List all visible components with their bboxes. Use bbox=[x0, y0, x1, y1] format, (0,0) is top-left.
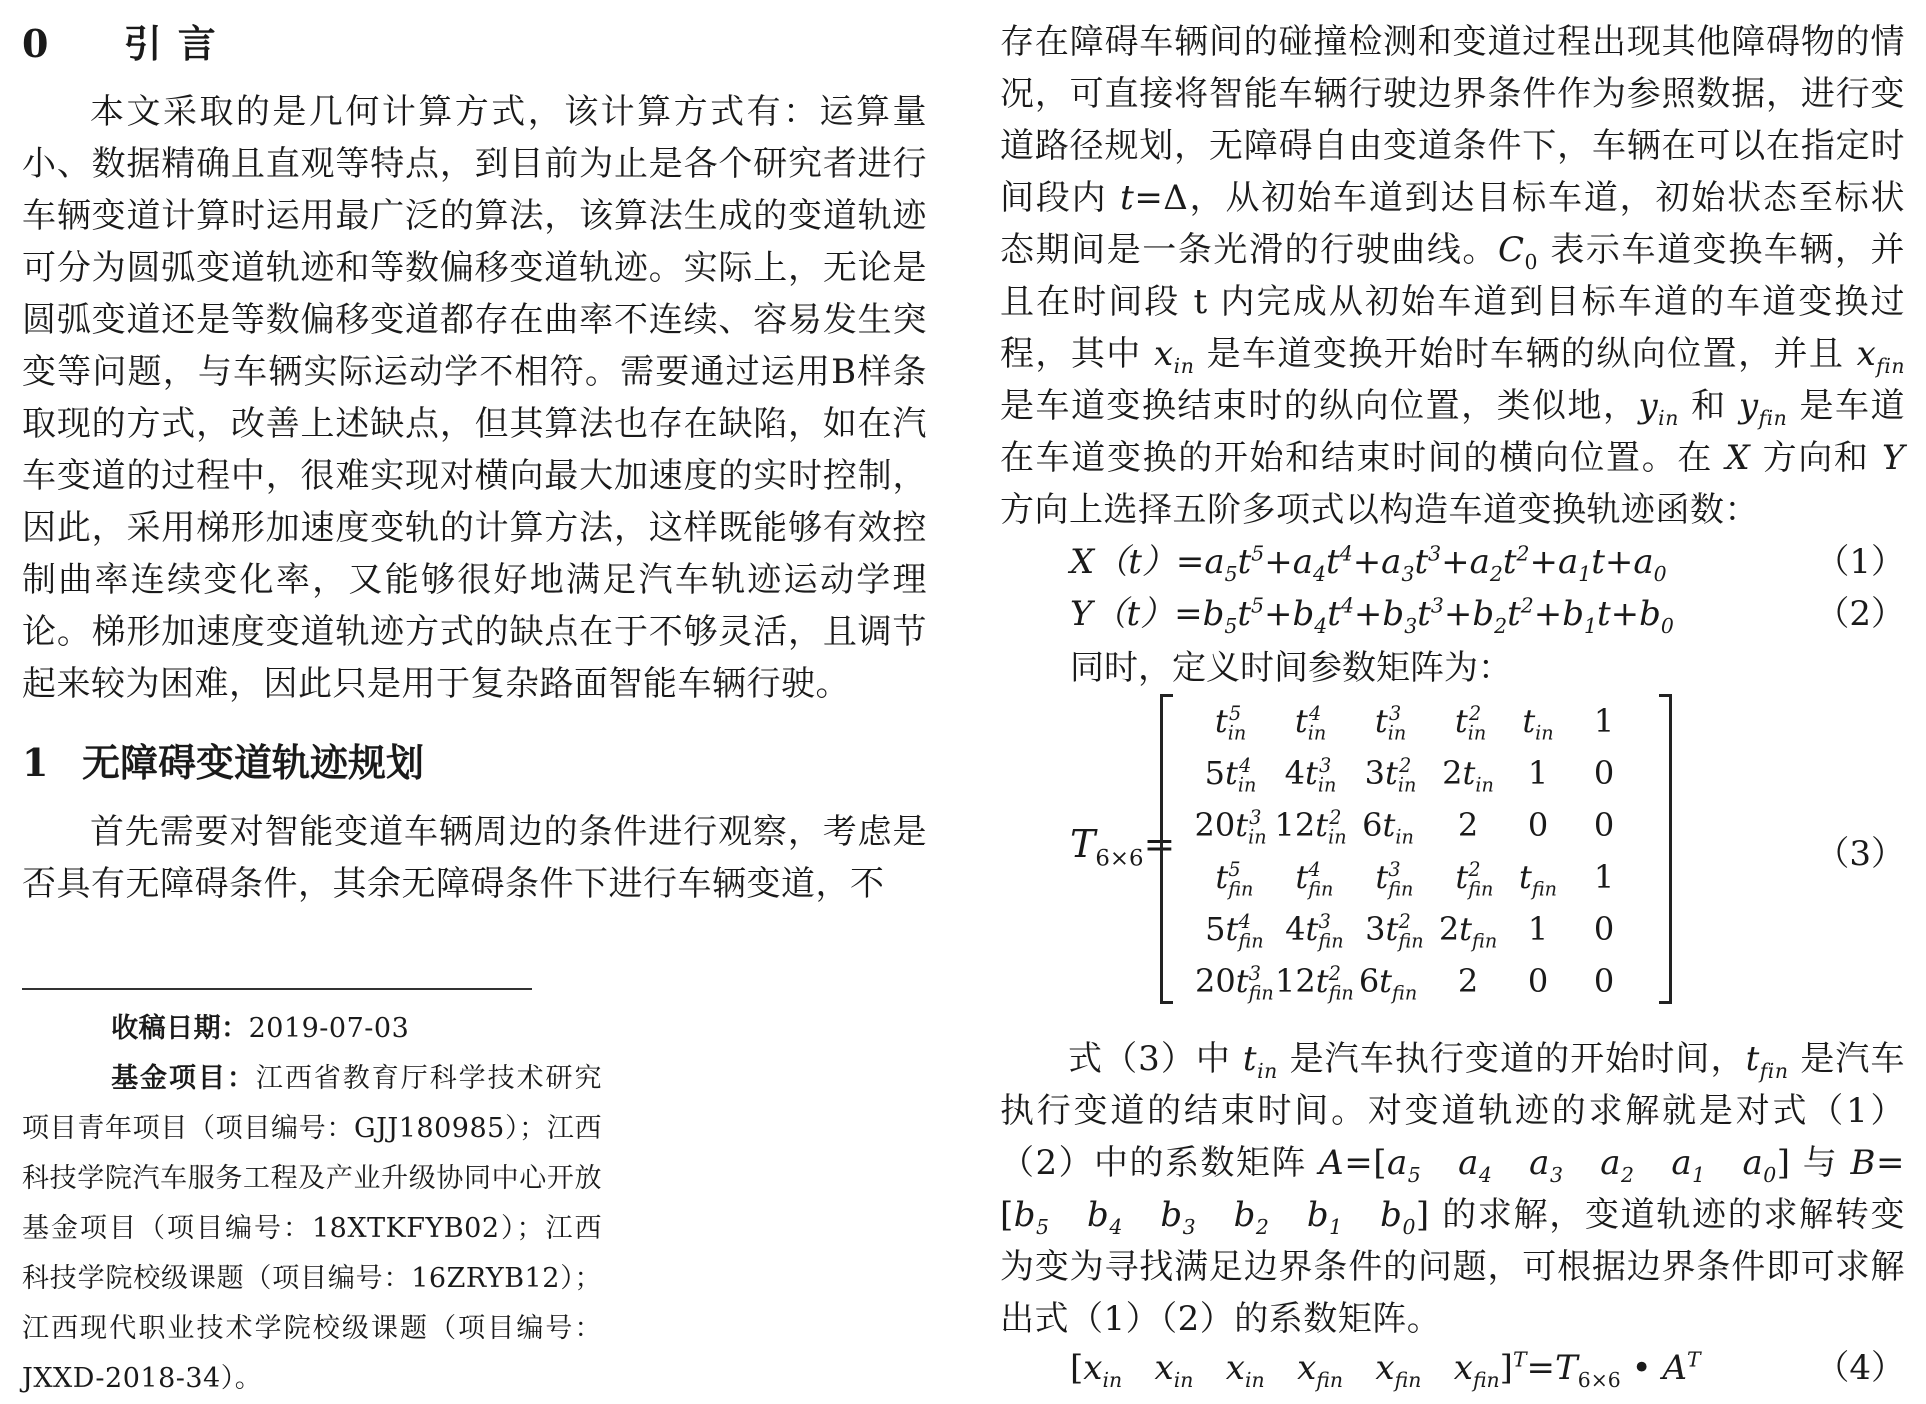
equation-2-number: （2） bbox=[1815, 594, 1905, 634]
matrix-cell: 1 bbox=[1527, 910, 1549, 948]
text-run: 存在障碍车辆间的碰撞检测和变道过程出现其他障碍物的情况，可直接将智能车辆行驶边界条件作为参照数据，进行变道路径规划，无障碍自由变道条件下，车辆在可以在指定时间段内 bbox=[1000, 22, 1905, 218]
matrix-cell: $t_{fin}^3$ bbox=[1375, 858, 1414, 901]
footnote-fund-label: 基金项目： bbox=[111, 1063, 256, 1094]
text-run: 和 bbox=[1678, 386, 1739, 426]
math-B: B bbox=[1850, 1143, 1876, 1183]
matrix-cell: $5t_{fin}^4$ bbox=[1205, 910, 1264, 953]
text-run: 是车道在车道变换的开始和结束时间的横向位置。在 bbox=[1000, 386, 1905, 478]
cell-coef: 3 bbox=[1364, 754, 1386, 792]
math-y: y bbox=[1638, 386, 1659, 426]
equation-4-sup: T bbox=[1687, 1347, 1701, 1372]
matrix-cell: $6t_{fin}$ bbox=[1358, 962, 1418, 1005]
matrix-cell: $2t_{in}$ bbox=[1442, 754, 1494, 797]
cell-coef: 2 bbox=[1442, 754, 1463, 792]
equation-4-equals: = bbox=[1526, 1348, 1556, 1388]
cell-coef: 20 bbox=[1195, 962, 1236, 1000]
matrix-cell: 1 bbox=[1593, 858, 1615, 896]
math-sub: fin bbox=[1758, 405, 1788, 430]
text-run: 是汽车执行变道的结束时间。对变道轨迹的求解就是对式（1）（2）中的系数矩阵 bbox=[1000, 1039, 1905, 1183]
matrix-cell: $4t_{in}^3$ bbox=[1284, 754, 1337, 797]
math-t: t bbox=[1120, 178, 1135, 218]
matrix-cell: 0 bbox=[1593, 754, 1615, 792]
section-1-heading bbox=[22, 741, 424, 785]
matrix-cell: $6t_{in}$ bbox=[1362, 806, 1414, 849]
matrix-subscript: 6×6 bbox=[1095, 845, 1144, 872]
section-1-paragraph: 首先需要对智能变道车辆周边的条件进行观察，考虑是否具有无障碍条件，其余无障碍条件下进行车辆变道，不 bbox=[22, 812, 927, 904]
section-0-title: 引言 bbox=[123, 21, 232, 66]
footnote-date-value: 2019-07-03 bbox=[248, 1013, 410, 1044]
matrix-equals: = bbox=[1143, 822, 1176, 866]
right-paragraph-1 bbox=[1000, 16, 1905, 536]
text-run: 表示车道变换车辆，并且在时间段 t 内完成从初始车道到目标车道的车道变换过程，其中 bbox=[1000, 230, 1905, 374]
text-run: 是汽车执行变道的开始时间， bbox=[1277, 1039, 1746, 1079]
cell-coef: 4 bbox=[1285, 910, 1306, 948]
matrix-cell: $t_{in}^2$ bbox=[1454, 702, 1487, 745]
equation-3-number: （3） bbox=[1815, 834, 1905, 874]
cell-coef: 6 bbox=[1362, 806, 1383, 844]
text-run: 是车道变换开始时车辆的纵向位置，并且 bbox=[1194, 334, 1857, 374]
text-run: =Δ，从初始车道到达目标车道，初始状态至标状态期间是一条光滑的行驶曲线。 bbox=[1000, 178, 1905, 270]
matrix-equation-3 bbox=[1000, 694, 1905, 1006]
matrix-cell: 0 bbox=[1527, 962, 1549, 1000]
math-x: x bbox=[1856, 334, 1877, 374]
math-sub: in bbox=[1173, 353, 1195, 378]
equation-4 bbox=[1000, 1342, 1905, 1394]
matrix-cell: $3t_{fin}^2$ bbox=[1365, 910, 1424, 953]
matrix-cell: $t_{fin}^4$ bbox=[1295, 858, 1334, 901]
equation-4-number: （4） bbox=[1815, 1348, 1905, 1388]
text-run: 方向上选择五阶多项式以构造车道变换轨迹函数： bbox=[1000, 490, 1759, 530]
matrix-cell: $t_{in}$ bbox=[1522, 702, 1554, 745]
text-run: =[ bbox=[1000, 1143, 1905, 1235]
math-t: t bbox=[1745, 1039, 1760, 1079]
matrix-cell: $20t_{fin}^3$ bbox=[1195, 962, 1274, 1005]
text-run: ] 的求解，变道轨迹的求解转变为变为寻找满足边界条件的问题，可根据边界条件即可求解出式（1）（2）的系数矩阵。 bbox=[1000, 1195, 1906, 1339]
matrix-cell: $t_{fin}^2$ bbox=[1455, 858, 1494, 901]
cell-coef: 12 bbox=[1275, 962, 1316, 1000]
math-sub: in bbox=[1658, 405, 1679, 430]
text-run: 方向和 bbox=[1750, 438, 1883, 478]
matrix-cell: $12t_{in}^2$ bbox=[1274, 806, 1347, 849]
matrix-cell: 0 bbox=[1593, 962, 1615, 1000]
cell-coef: 6 bbox=[1358, 962, 1380, 1000]
equation-4-T-sub: 6×6 bbox=[1577, 1367, 1621, 1392]
matrix-intro-text: 同时，定义时间参数矩阵为： bbox=[1070, 648, 1512, 688]
equation-2 bbox=[1000, 588, 1905, 640]
footnote-received-date bbox=[22, 1004, 602, 1054]
matrix-cell: 0 bbox=[1593, 806, 1615, 844]
matrix-cell: $t_{fin}$ bbox=[1518, 858, 1557, 901]
cell-coef: 4 bbox=[1284, 754, 1306, 792]
equation-1-lhs: X（t）= bbox=[1070, 542, 1205, 582]
section-1-title: 无障碍变道轨迹规划 bbox=[82, 740, 425, 785]
section-0-number: 0 bbox=[22, 21, 65, 66]
text-run: 式（3）中 bbox=[1068, 1039, 1243, 1079]
cell-coef: 12 bbox=[1274, 806, 1316, 844]
math-t: t bbox=[1242, 1039, 1258, 1079]
math-sub: 0 bbox=[1524, 249, 1538, 274]
equation-2-body: $Y(t)=b_5t^5+b_4t^4+b_3t^3+b_2t^2+b_1t+b_0$ bbox=[1070, 593, 1674, 638]
matrix-cell: 1 bbox=[1593, 702, 1615, 740]
text-run: =[ bbox=[1344, 1143, 1387, 1183]
math-sub: in bbox=[1257, 1058, 1278, 1083]
cell-coef: 20 bbox=[1194, 806, 1236, 844]
equation-1-body: $X(t)=a_5t^5+a_4t^4+a_3t^3+a_2t^2+a_1t+a_0$ bbox=[1070, 541, 1667, 586]
matrix-cell: $2t_{fin}$ bbox=[1438, 910, 1498, 953]
equation-1-number: （1） bbox=[1815, 542, 1905, 582]
equation-4-A: A bbox=[1662, 1348, 1688, 1388]
matrix-cell: $t_{fin}^5$ bbox=[1215, 858, 1254, 901]
equation-4-T: T bbox=[1555, 1348, 1578, 1388]
equation-4-body: [$x_{in}$ $x_{in}$ $x_{in}$ $x_{fin}$ $x_{fin}$ $x_{fin}]^T=T_{6\times 6}$ • $A^T$ bbox=[1070, 1347, 1701, 1392]
matrix-cell: $3t_{in}^2$ bbox=[1364, 754, 1417, 797]
matrix-cell: $12t_{fin}^2$ bbox=[1275, 962, 1354, 1005]
math-Y: Y bbox=[1882, 438, 1905, 478]
cell-coef: 5 bbox=[1205, 910, 1226, 948]
matrix-symbol: T bbox=[1070, 822, 1096, 866]
math-sub: fin bbox=[1876, 353, 1905, 378]
math-A: A bbox=[1319, 1143, 1345, 1183]
footnote-fund-value: 江西省教育厅科学技术研究项目青年项目（项目编号：GJJ180985）；江西科技学院汽车服务工程及产业升级协同中心开放基金项目（项目编号：18XTKFYB02）；江西科技学院校级课题（项目编号：16ZRYB12）；江西现代职业技术学院校级课题（项目编号：JXXD-2018-34）。 bbox=[22, 1063, 603, 1394]
cell-coef: 3 bbox=[1365, 910, 1386, 948]
matrix-cell: $20t_{in}^3$ bbox=[1194, 806, 1267, 849]
footnote-divider bbox=[22, 988, 532, 990]
matrix-cell: $t_{in}^5$ bbox=[1214, 702, 1247, 745]
equation-1 bbox=[1000, 536, 1905, 588]
math-X: X bbox=[1725, 438, 1751, 478]
matrix-cell: 1 bbox=[1527, 754, 1549, 792]
matrix-cell: 2 bbox=[1457, 806, 1479, 844]
right-paragraph-2: 式（3）中 $t_{in}$ 是汽车执行变道的开始时间，$t_{fin}$ 是汽车执行变道的结束时间。对变道轨迹的求解就是对式（1）（2）中的系数矩阵 $A=[a_5$ $a_4$ $a_3$ $a_2$ $a_1$ $a_0$] 与 $B=[b_5$ $b_4$ $b_3$ $b_2$ $b_1$ $b_0$] 的求解，变道轨迹的求解转变为变为寻找满足边界条件的问题，可根据边界条件即可求解出式（1）（2）的系数矩阵。 bbox=[1000, 1039, 1906, 1339]
text-run: 是车道变换结束时的纵向位置，类似地， bbox=[1000, 386, 1639, 426]
matrix-cell: 0 bbox=[1593, 910, 1615, 948]
math-C: C bbox=[1497, 230, 1525, 270]
math-y: y bbox=[1738, 386, 1759, 426]
equation-4-dot: • bbox=[1620, 1348, 1663, 1388]
cell-coef: 5 bbox=[1204, 754, 1226, 792]
equation-2-lhs: Y（t）= bbox=[1070, 594, 1203, 634]
time-parameter-matrix bbox=[1160, 694, 1672, 1004]
section-1-number: 1 bbox=[22, 740, 49, 785]
matrix-cell: $5t_{in}^4$ bbox=[1204, 754, 1257, 797]
math-x: x bbox=[1153, 334, 1174, 374]
cell-coef: 2 bbox=[1438, 910, 1460, 948]
matrix-cell: $t_{in}^4$ bbox=[1294, 702, 1327, 745]
matrix-cell: $t_{in}^3$ bbox=[1374, 702, 1407, 745]
footnote-funding bbox=[22, 1054, 602, 1404]
matrix-cell: 0 bbox=[1527, 806, 1549, 844]
text-run: ] 与 bbox=[1776, 1143, 1851, 1183]
matrix-cell: 2 bbox=[1457, 962, 1479, 1000]
section-0-heading bbox=[22, 22, 232, 66]
intro-paragraph: 本文采取的是几何计算方式，该计算方式有：运算量小、数据精确且直观等特点，到目前为止是各个研究者进行车辆变道计算时运用最广泛的算法，该算法生成的变道轨迹可分为圆弧变道轨迹和等数偏移变道轨迹。实际上，无论是圆弧变道还是等数偏移变道都存在曲率不连续、容易发生突变等问题，与车辆实际运动学不相符。需要通过运用B样条取现的方式，改善上述缺点，但其算法也存在缺陷，如在汽车变道的过程中，很难实现对横向最大加速度的实时控制，因此，采用梯形加速度变轨的计算方法，这样既能够有效控制曲率连续变化率，又能够很好地满足汽车轨迹运动学理论。梯形加速度变道轨迹方式的缺点在于不够灵活，且调节起来较为困难，因此只是用于复杂路面智能车辆行驶。 bbox=[22, 92, 927, 704]
matrix-cell: $4t_{fin}^3$ bbox=[1285, 910, 1344, 953]
math-sub: fin bbox=[1759, 1058, 1789, 1083]
footnote-date-label: 收稿日期： bbox=[111, 1013, 249, 1044]
